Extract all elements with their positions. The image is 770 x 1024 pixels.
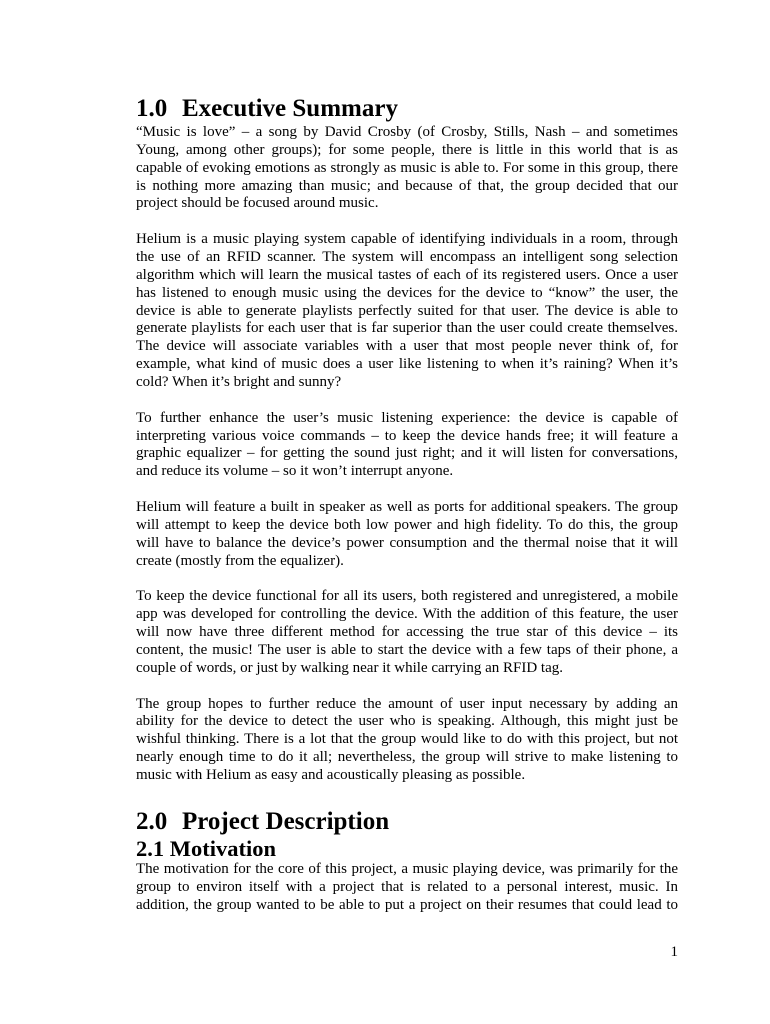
text-line: has listened to enough music using the devices for the device to “know” the user, the [136,284,678,301]
text-line: To keep the device functional for all its users, both registered and unregistered, a mobile [136,588,678,605]
text-line: group to environ itself with a project that is related to a personal interest, music. In [136,878,678,895]
paragraph [136,588,678,677]
page-content [136,0,678,914]
page-number: 1 [670,944,678,960]
text-line: algorithm which will learn the musical tastes of each of its registered users. Once a user [136,266,678,283]
text-line: device is able to generate playlists perfectly suited for that user. The device is able to [136,302,678,319]
text-line: nearly enough time to do it all; nevertheless, the group will strive to make listening to [136,749,678,766]
text-line: and reduce its volume – so it won’t interrupt anyone. [136,463,454,480]
paragraph [136,861,678,915]
text-line: wishful thinking. There is a lot that the group would like to do with this project, but not [136,731,678,748]
section-title: Project Description [182,807,390,835]
text-line: interpreting various voice commands – to keep the device hands free; it will feature a [136,427,678,444]
text-line: example, what kind of music does a user like listening to when it’s raining? When it’s [136,356,678,373]
text-line: Helium will feature a built in speaker as well as ports for additional speakers. The group [136,499,678,516]
section-number: 2.0 [136,807,168,835]
text-line: cold? When it’s bright and sunny? [136,374,342,391]
text-line: Helium is a music playing system capable of identifying individuals in a room, through [136,231,678,248]
text-line: ability for the device to detect the user who is speaking. Although, this might just be [136,713,678,730]
text-line: The device will associate variables with a user that most people never think of, for [136,338,678,355]
text-line: To further enhance the user’s music listening experience: the device is capable of [136,409,678,426]
text-line: will attempt to keep the device both low power and high fidelity. To do this, the group [136,516,678,533]
text-line: couple of words, or just by walking near it while carrying an RFID tag. [136,659,563,676]
section-heading [136,94,678,124]
text-line: addition, the group wanted to be able to put a project on their resumes that could lead to [136,896,678,913]
text-line: The group hopes to further reduce the amount of user input necessary by adding an [136,695,678,712]
text-line: music with Helium as easy and acoustically pleasing as possible. [136,766,526,783]
text-line: graphic equalizer – for getting the sound just right; and it will listen for conversations, [136,445,678,462]
paragraph [136,231,678,392]
subsection-heading: 2.1 Motivation [136,835,276,861]
text-line: create (mostly from the equalizer). [136,552,344,569]
text-line: The motivation for the core of this project, a music playing device, was primarily for the [136,860,678,877]
text-line: “Music is love” – a song by David Crosby (of Crosby, Stills, Nash – and sometimes [136,124,678,140]
paragraph [136,410,678,481]
section-heading [136,807,678,837]
text-line: capable of evoking emotions as strongly as music is able to. For some in this group, there [136,159,678,176]
text-line: will have to balance the device’s power consumption and the thermal noise that it will [136,534,678,551]
text-line: content, the music! The user is able to start the device with a few taps of their phone, a [136,641,678,658]
project-description-section [136,807,678,915]
paragraph [136,696,678,785]
section-number: 1.0 [136,95,168,122]
section-title: Executive Summary [182,95,398,122]
text-line: is nothing more amazing than music; and because of that, the group decided that our [136,177,678,194]
text-line: Young, among other groups); for some people, there is little in this world that is as [136,141,678,158]
text-line: project should be focused around music. [136,195,379,212]
paragraph [136,124,678,213]
executive-summary-section [136,94,678,785]
text-line: the use of an RFID scanner. The system will encompass an intelligent song selection [136,249,678,266]
text-line: app was developed for controlling the device. With the addition of this feature, the user [136,606,678,623]
paragraph [136,499,678,570]
text-line: will now have three different method for accessing the true star of this device – its [136,624,678,641]
text-line: generate playlists for each user that is far superior than the user could create themselves. [136,320,678,337]
